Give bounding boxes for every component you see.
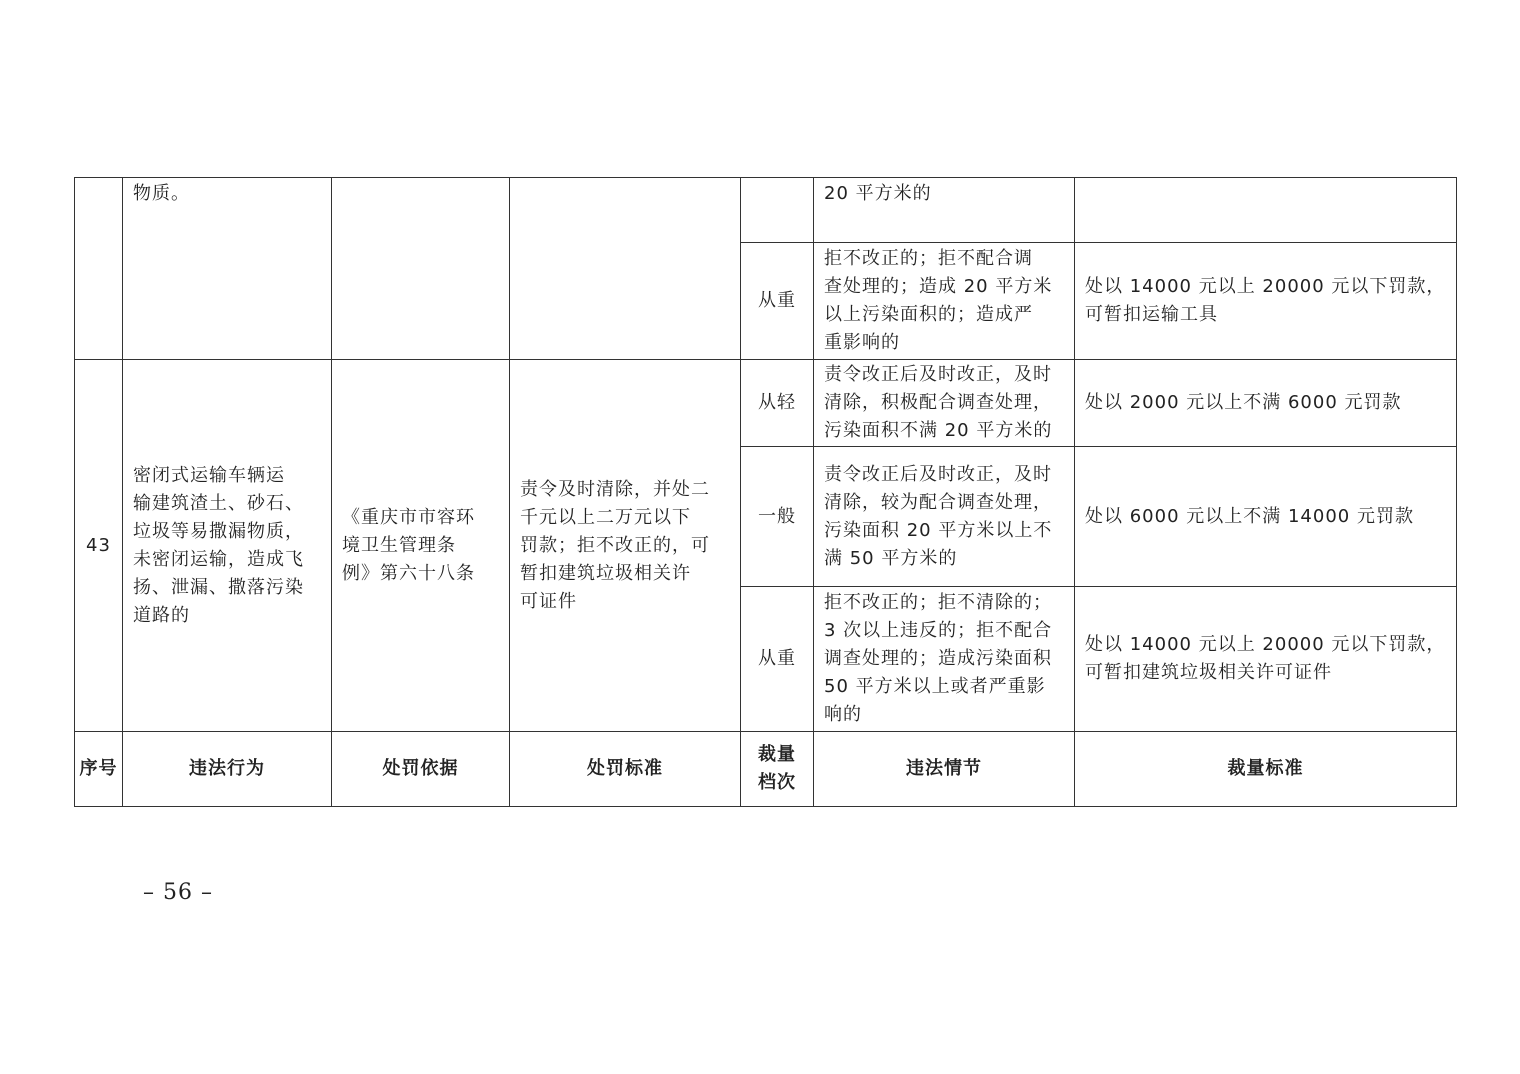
discretion-cell [1075, 178, 1457, 243]
column-header-circumstance: 违法情节 [814, 732, 1075, 807]
column-header-discretion: 裁量标准 [1075, 732, 1457, 807]
circumstance-cell: 拒不改正的；拒不清除的； 3 次以上违反的；拒不配合 调查处理的；造成污染面积 50 平方米以上或者严重影 响的 [814, 587, 1075, 732]
table-header-row [75, 732, 1457, 807]
column-header-behavior: 违法行为 [123, 732, 332, 807]
level-cell: 从重 [741, 243, 814, 360]
behavior-cell: 密闭式运输车辆运 输建筑渣土、砂石、 垃圾等易撒漏物质， 未密闭运输，造成飞 扬、泄漏、撒落污染 道路的 [123, 360, 332, 732]
circumstance-cell: 责令改正后及时改正，及时 清除，积极配合调查处理， 污染面积不满 20 平方米的 [814, 360, 1075, 447]
circumstance-cell: 责令改正后及时改正，及时 清除，较为配合调查处理， 污染面积 20 平方米以上不 满 50 平方米的 [814, 447, 1075, 587]
table-row [75, 360, 1457, 447]
seq-cell: 43 [75, 360, 123, 732]
column-header-level: 裁量 档次 [741, 732, 814, 807]
column-header-basis: 处罚依据 [332, 732, 510, 807]
level-cell: 从重 [741, 587, 814, 732]
circumstance-cell: 20 平方米的 [814, 178, 1075, 243]
basis-cell: 《重庆市市容环 境卫生管理条 例》第六十八条 [332, 360, 510, 732]
discretion-cell: 处以 2000 元以上不满 6000 元罚款 [1075, 360, 1457, 447]
table-row [75, 178, 1457, 243]
level-cell [741, 178, 814, 243]
penalty-discretion-table [74, 177, 1457, 807]
circumstance-cell: 拒不改正的；拒不配合调 查处理的；造成 20 平方米 以上污染面积的；造成严 重影响的 [814, 243, 1075, 360]
behavior-cell: 物质。 [123, 178, 332, 360]
seq-cell [75, 178, 123, 360]
standard-cell: 责令及时清除，并处二 千元以上二万元以下 罚款；拒不改正的，可 暂扣建筑垃圾相关许 可证件 [510, 360, 741, 732]
discretion-cell: 处以 14000 元以上 20000 元以下罚款， 可暂扣运输工具 [1075, 243, 1457, 360]
basis-cell [332, 178, 510, 360]
column-header-seq: 序号 [75, 732, 123, 807]
standard-cell [510, 178, 741, 360]
column-header-standard: 处罚标准 [510, 732, 741, 807]
level-cell: 一般 [741, 447, 814, 587]
level-cell: 从轻 [741, 360, 814, 447]
page-number: – 56 – [143, 880, 213, 905]
discretion-cell: 处以 14000 元以上 20000 元以下罚款， 可暂扣建筑垃圾相关许可证件 [1075, 587, 1457, 732]
discretion-cell: 处以 6000 元以上不满 14000 元罚款 [1075, 447, 1457, 587]
